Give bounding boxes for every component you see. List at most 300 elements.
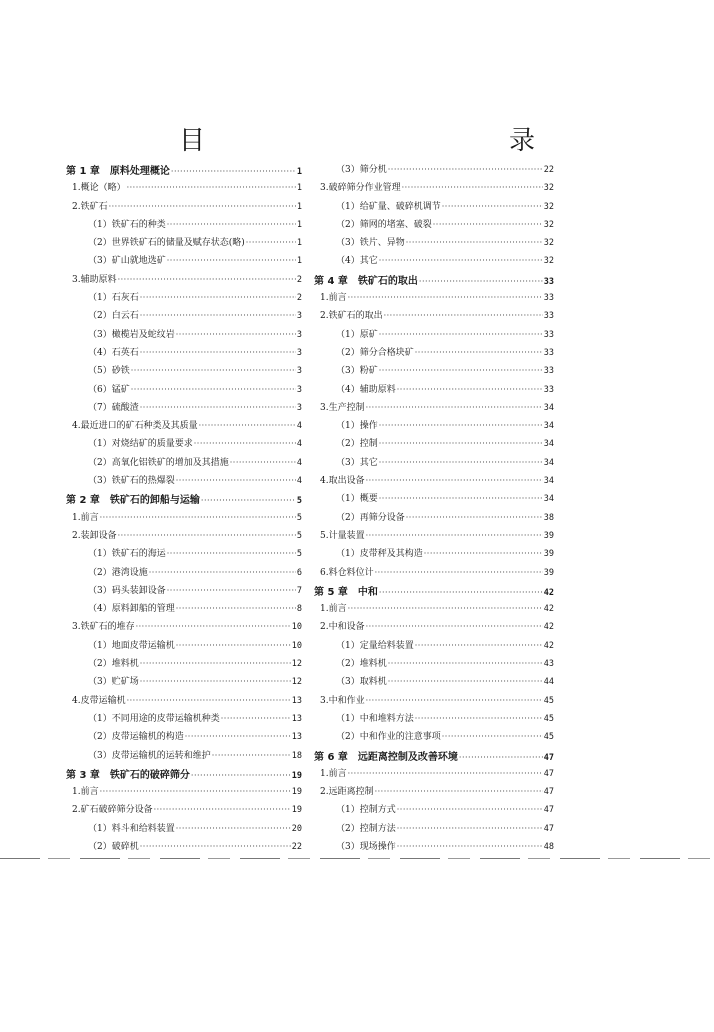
dot-leader (366, 622, 543, 631)
toc-entry-label: （1）不同用途的皮带运输机种类 (88, 713, 220, 724)
toc-entry (314, 290, 554, 308)
toc-entry (66, 400, 302, 418)
toc-page-number: 47 (543, 805, 554, 816)
dot-leader (348, 293, 543, 302)
dot-leader (379, 256, 543, 265)
toc-page-number: 39 (543, 549, 554, 560)
toc-entry-label: （2）筛分合格块矿 (336, 347, 414, 358)
toc-page-number: 47 (543, 823, 554, 834)
toc-entry-label: （3）铁矿石的热爆裂 (88, 476, 175, 487)
toc-entry-label: （1）铁矿石的海运 (88, 549, 166, 560)
toc-entry-label: 1.前言 (72, 512, 99, 523)
dot-leader (154, 805, 291, 814)
toc-page-number: 1 (296, 183, 302, 194)
dot-leader (127, 696, 291, 705)
dot-leader (406, 513, 543, 522)
dot-leader (388, 165, 543, 174)
toc-entry (66, 290, 302, 308)
toc-page-number: 33 (543, 276, 554, 287)
dot-leader (221, 714, 291, 723)
toc-entry-label: （4）原料卸船的管理 (88, 604, 175, 615)
toc-entry-label: 4.最近进口的矿石种类及其质量 (72, 421, 198, 432)
toc-entry (66, 418, 302, 436)
dot-leader (419, 277, 543, 286)
dot-leader (131, 385, 296, 394)
dot-leader (167, 549, 296, 558)
dot-leader (406, 238, 543, 247)
dot-leader (176, 641, 291, 650)
toc-entry-label: （6）锰矿 (88, 384, 130, 395)
toc-page-number: 34 (543, 421, 554, 432)
dot-leader (397, 842, 543, 851)
toc-entry (66, 345, 302, 363)
toc-entry-label: （2）高氧化铝铁矿的增加及其措施 (88, 457, 229, 468)
toc-entry-label: 2.远距离控制 (320, 787, 374, 798)
toc-entry-label: （2）再筛分设备 (336, 512, 405, 523)
toc-entry-label: （5）砂铁 (88, 366, 130, 377)
toc-entry (66, 546, 302, 564)
toc-entry (314, 693, 554, 711)
dot-leader (397, 805, 543, 814)
dot-leader (366, 476, 543, 485)
toc-entry-label: （3）其它 (336, 457, 378, 468)
toc-page-number: 22 (291, 841, 302, 852)
toc-entry (66, 784, 302, 802)
toc-entry-label: 3.铁矿石的堆存 (72, 622, 135, 633)
dot-leader (185, 732, 291, 741)
toc-page-number: 44 (543, 677, 554, 688)
toc-entry-label: 第 4 章 铁矿石的取出 (314, 275, 418, 287)
dot-leader (140, 348, 296, 357)
toc-page-number: 45 (543, 695, 554, 706)
toc-page-number: 47 (543, 768, 554, 779)
toc-entry-label: （4）石英石 (88, 347, 139, 358)
toc-entry (314, 217, 554, 235)
toc-entry (66, 638, 302, 656)
toc-entry-label: （2）破碎机 (88, 841, 139, 852)
toc-entry (314, 784, 554, 802)
toc-entry (66, 839, 302, 857)
dot-leader (118, 275, 296, 284)
toc-entry-label: （2）皮带运输机的构造 (88, 732, 184, 743)
toc-chapter-entry (66, 162, 302, 180)
toc-entry (66, 382, 302, 400)
dot-leader (246, 238, 296, 247)
toc-entry-label: 第 5 章 中和 (314, 586, 378, 598)
toc-entry (314, 473, 554, 491)
toc-entry-label: 2.矿石破碎筛分设备 (72, 805, 153, 816)
toc-page-number: 4 (296, 457, 302, 468)
toc-entry (314, 308, 554, 326)
toc-entry (314, 162, 554, 180)
page-title: 目 录 (178, 126, 619, 156)
toc-page-number: 10 (291, 622, 302, 633)
toc-page-number: 18 (291, 750, 302, 761)
toc-entry (66, 821, 302, 839)
toc-entry (66, 363, 302, 381)
toc-page-number: 13 (291, 695, 302, 706)
toc-entry-label: 2.铁矿石的取出 (320, 311, 383, 322)
toc-entry (314, 382, 554, 400)
toc-entry (66, 510, 302, 528)
toc-entry (314, 455, 554, 473)
dot-leader (379, 439, 543, 448)
dot-leader (366, 531, 543, 540)
toc-chapter-entry (314, 272, 554, 290)
toc-page-number: 38 (543, 512, 554, 523)
toc-entry (314, 601, 554, 619)
toc-entry (314, 363, 554, 381)
toc-page-number: 42 (543, 640, 554, 651)
toc-entry (66, 802, 302, 820)
dot-leader (379, 421, 543, 430)
dot-leader (201, 496, 296, 505)
dot-leader (191, 771, 291, 780)
toc-column-left (66, 162, 302, 857)
toc-entry-label: 第 6 章 远距离控制及改善环境 (314, 751, 458, 763)
toc-entry (314, 436, 554, 454)
toc-page-number: 1 (296, 167, 302, 177)
toc-entry-label: （2）白云石 (88, 311, 139, 322)
toc-entry (66, 327, 302, 345)
toc-page-number: 34 (543, 439, 554, 450)
toc-entry (66, 656, 302, 674)
toc-entry-label: （3）现场操作 (336, 841, 396, 852)
dot-leader (140, 659, 291, 668)
dot-leader (366, 696, 543, 705)
toc-entry (66, 473, 302, 491)
toc-entry (66, 565, 302, 583)
toc-page-number: 4 (296, 476, 302, 487)
toc-entry-label: 1.前言 (72, 787, 99, 798)
toc-entry (314, 546, 554, 564)
dot-leader (140, 842, 291, 851)
dot-leader (140, 311, 296, 320)
toc-page-number: 33 (543, 311, 554, 322)
toc-page-number: 13 (291, 732, 302, 743)
dot-leader (212, 751, 291, 760)
toc-entry-label: 3.破碎筛分作业管理 (320, 183, 401, 194)
toc-entry-label: （1）定量给料装置 (336, 640, 414, 651)
toc-entry-label: 3.中和作业 (320, 695, 365, 706)
dot-leader (442, 202, 543, 211)
dot-leader (136, 622, 291, 631)
toc-entry-label: （2）控制方法 (336, 823, 396, 834)
toc-entry (66, 308, 302, 326)
toc-entry (314, 199, 554, 217)
toc-entry-label: 5.计量装置 (320, 530, 365, 541)
toc-page-number: 1 (296, 201, 302, 212)
toc-chapter-entry (66, 491, 302, 509)
dot-leader (118, 531, 296, 540)
dot-leader (194, 439, 296, 448)
toc-page-number: 43 (543, 659, 554, 670)
toc-page-number: 20 (291, 823, 302, 834)
toc-entry-label: （1）对烧结矿的质量要求 (88, 439, 193, 450)
toc-entry (314, 400, 554, 418)
toc-entry (66, 619, 302, 637)
dot-leader (167, 220, 296, 229)
toc-entry (66, 711, 302, 729)
toc-entry (66, 693, 302, 711)
toc-entry (314, 345, 554, 363)
toc-entry-label: （2）世界铁矿石的储量及赋存状态(略) (88, 238, 245, 249)
toc-entry-label: （1）给矿量、破碎机调节 (336, 201, 441, 212)
toc-entry-label: （2）控制 (336, 439, 378, 450)
toc-entry-label: （2）堆料机 (336, 659, 387, 670)
toc-entry-label: （3）粉矿 (336, 366, 378, 377)
toc-page-number: 33 (543, 347, 554, 358)
toc-page-number: 4 (296, 439, 302, 450)
toc-page-number: 2 (296, 274, 302, 285)
toc-page-number: 19 (291, 805, 302, 816)
toc-entry (66, 601, 302, 619)
toc-entry-label: （1）控制方式 (336, 805, 396, 816)
toc-entry (66, 583, 302, 601)
toc-entry-label: （2）堆料机 (88, 659, 139, 670)
toc-entry (314, 528, 554, 546)
dot-leader (167, 586, 296, 595)
toc-entry-label: （3）筛分机 (336, 165, 387, 175)
dot-leader (375, 568, 543, 577)
dot-leader (230, 458, 296, 467)
toc-page-number: 34 (543, 457, 554, 468)
toc-entry (314, 656, 554, 674)
toc-page-number: 5 (296, 496, 302, 507)
toc-page-number: 45 (543, 713, 554, 724)
toc-entry-label: 第 1 章 原料处理概论 (66, 166, 170, 177)
dot-leader (402, 183, 543, 192)
toc-entry-label: （1）皮带秤及其构造 (336, 549, 423, 560)
dot-leader (176, 604, 296, 613)
toc-entry (314, 491, 554, 509)
dot-leader (379, 458, 543, 467)
toc-page-number: 1 (296, 219, 302, 230)
toc-page-number: 32 (543, 201, 554, 212)
toc-page-number: 47 (543, 752, 554, 763)
toc-page-number: 5 (296, 512, 302, 523)
toc-entry (314, 839, 554, 857)
toc-entry-label: （1）原矿 (336, 329, 378, 340)
toc-page-number: 3 (296, 347, 302, 358)
toc-entry (66, 436, 302, 454)
toc-entry-label: 第 3 章 铁矿石的破碎筛分 (66, 769, 190, 781)
toc-entry (314, 235, 554, 253)
toc-entry-label: 2.铁矿石 (72, 201, 108, 212)
dot-leader (388, 659, 543, 668)
toc-entry-label: （2）筛网的堵塞、破裂 (336, 219, 432, 230)
toc-page-number: 5 (296, 530, 302, 541)
toc-entry (66, 748, 302, 766)
toc-entry (314, 327, 554, 345)
toc-entry-label: （1）石灰石 (88, 293, 139, 304)
toc-entry-label: （1）操作 (336, 421, 378, 432)
dot-leader (388, 677, 543, 686)
toc-page-number: 3 (296, 384, 302, 395)
toc-entry-label: 1.概论（略） (72, 183, 126, 194)
toc-entry (66, 199, 302, 217)
dot-leader (384, 311, 543, 320)
toc-page-number: 4 (296, 421, 302, 432)
dot-leader (379, 366, 543, 375)
dot-leader (149, 568, 296, 577)
toc-page-number: 3 (296, 366, 302, 377)
toc-entry (314, 766, 554, 784)
toc-page-number: 32 (543, 238, 554, 249)
dot-leader (379, 588, 543, 597)
toc-page-number: 34 (543, 476, 554, 487)
toc-entry-label: （2）中和作业的注意事项 (336, 732, 441, 743)
dot-leader (348, 769, 543, 778)
toc-page-number: 10 (291, 640, 302, 651)
dot-leader (140, 677, 291, 686)
toc-entry-label: 6.料仓料位计 (320, 567, 374, 578)
dot-leader (375, 787, 543, 796)
toc-entry-label: （1）地面皮带运输机 (88, 640, 175, 651)
dot-leader (176, 476, 296, 485)
toc-entry-label: （1）铁矿石的种类 (88, 219, 166, 230)
toc-entry (314, 418, 554, 436)
toc-page-number: 32 (543, 219, 554, 230)
toc-column-right (314, 162, 554, 857)
toc-entry-label: （3）铁片、异物 (336, 238, 405, 249)
toc-entry-label: （1）概要 (336, 494, 378, 505)
toc-entry (314, 638, 554, 656)
toc-page-number: 33 (543, 329, 554, 340)
toc-page-number: 3 (296, 402, 302, 413)
toc-page-number: 47 (543, 787, 554, 798)
toc-page-number: 32 (543, 256, 554, 267)
toc-page-number: 13 (291, 713, 302, 724)
toc-entry (66, 455, 302, 473)
toc-page-number: 5 (296, 549, 302, 560)
dot-leader (397, 824, 543, 833)
toc-entry-label: 2.装卸设备 (72, 530, 117, 541)
toc-entry-label: 2.中和设备 (320, 622, 365, 633)
toc-entry-label: （3）皮带运输机的运转和维护 (88, 750, 211, 761)
toc-entry-label: （1）料斗和给料装置 (88, 823, 175, 834)
toc-page-number: 32 (543, 183, 554, 194)
toc-entry (66, 272, 302, 290)
toc-entry (314, 180, 554, 198)
toc-page-number: 42 (543, 604, 554, 615)
dot-leader (140, 403, 296, 412)
dot-leader (176, 330, 296, 339)
toc-entry (66, 235, 302, 253)
toc-entry-label: （3）矿山就地选矿 (88, 256, 166, 267)
toc-entry-label: 1.前言 (320, 768, 347, 779)
toc-entry (314, 729, 554, 747)
toc-entry (314, 711, 554, 729)
dot-leader (366, 403, 543, 412)
dot-leader (100, 513, 296, 522)
toc-page-number: 6 (296, 567, 302, 578)
dot-leader (100, 787, 291, 796)
toc-page-number: 39 (543, 567, 554, 578)
toc-entry-label: （2）港湾设施 (88, 567, 148, 578)
toc-entry-label: （3）橄榄岩及蛇纹岩 (88, 329, 175, 340)
toc-entry (66, 528, 302, 546)
dot-leader (433, 220, 543, 229)
toc-entry (314, 674, 554, 692)
dot-leader (171, 167, 296, 176)
scan-edge-line (0, 858, 714, 859)
dot-leader (140, 293, 296, 302)
toc-page-number: 33 (543, 384, 554, 395)
dot-leader (379, 330, 543, 339)
toc-entry (66, 729, 302, 747)
dot-leader (176, 824, 291, 833)
toc-page-number: 19 (291, 787, 302, 798)
toc-page-number: 34 (543, 402, 554, 413)
toc-entry-label: （1）中和堆料方法 (336, 713, 414, 724)
toc-page-number: 34 (543, 494, 554, 505)
toc-page-number: 48 (543, 841, 554, 852)
dot-leader (127, 183, 296, 192)
dot-leader (442, 732, 543, 741)
toc-entry-label: （3）码头装卸设备 (88, 585, 166, 596)
toc-entry-label: 3.生产控制 (320, 402, 365, 413)
toc-page-number: 39 (543, 530, 554, 541)
toc-chapter-entry (314, 583, 554, 601)
dot-leader (415, 641, 543, 650)
toc-entry-label: 1.前言 (320, 293, 347, 304)
toc-entry (314, 565, 554, 583)
toc-page-number: 42 (543, 622, 554, 633)
toc-page-number: 22 (543, 165, 554, 175)
toc-entry (314, 253, 554, 271)
toc-entry-label: 3.辅助原料 (72, 274, 117, 285)
dot-leader (415, 714, 543, 723)
dot-leader (167, 256, 296, 265)
dot-leader (199, 421, 296, 430)
toc-page-number: 33 (543, 293, 554, 304)
toc-entry (314, 510, 554, 528)
dot-leader (459, 753, 543, 762)
toc-entry-label: 第 2 章 铁矿石的卸船与运输 (66, 495, 200, 507)
toc-page-number: 42 (543, 587, 554, 598)
toc-entry-label: （3）贮矿场 (88, 677, 139, 688)
toc-entry-label: （7）硫酸渣 (88, 402, 139, 413)
toc-entry-label: 4.取出设备 (320, 476, 365, 487)
dot-leader (109, 202, 296, 211)
toc-page-number: 45 (543, 732, 554, 743)
toc-chapter-entry (66, 766, 302, 784)
toc-page-number: 3 (296, 329, 302, 340)
dot-leader (131, 366, 296, 375)
toc-chapter-entry (314, 748, 554, 766)
toc-entry (66, 674, 302, 692)
dot-leader (415, 348, 543, 357)
toc-entry (66, 253, 302, 271)
dot-leader (424, 549, 543, 558)
toc-entry-label: 1.前言 (320, 604, 347, 615)
toc-entry (314, 821, 554, 839)
toc-page-number: 12 (291, 659, 302, 670)
toc-page-number: 7 (296, 585, 302, 596)
toc-page-number: 1 (296, 238, 302, 249)
toc-entry-label: （4）其它 (336, 256, 378, 267)
toc-page-number: 1 (296, 256, 302, 267)
toc-entry-label: （3）取料机 (336, 677, 387, 688)
dot-leader (379, 494, 543, 503)
toc-page-number: 8 (296, 604, 302, 615)
dot-leader (397, 385, 543, 394)
dot-leader (348, 604, 543, 613)
toc-page-number: 33 (543, 366, 554, 377)
toc-entry (314, 802, 554, 820)
toc-entry (66, 180, 302, 198)
